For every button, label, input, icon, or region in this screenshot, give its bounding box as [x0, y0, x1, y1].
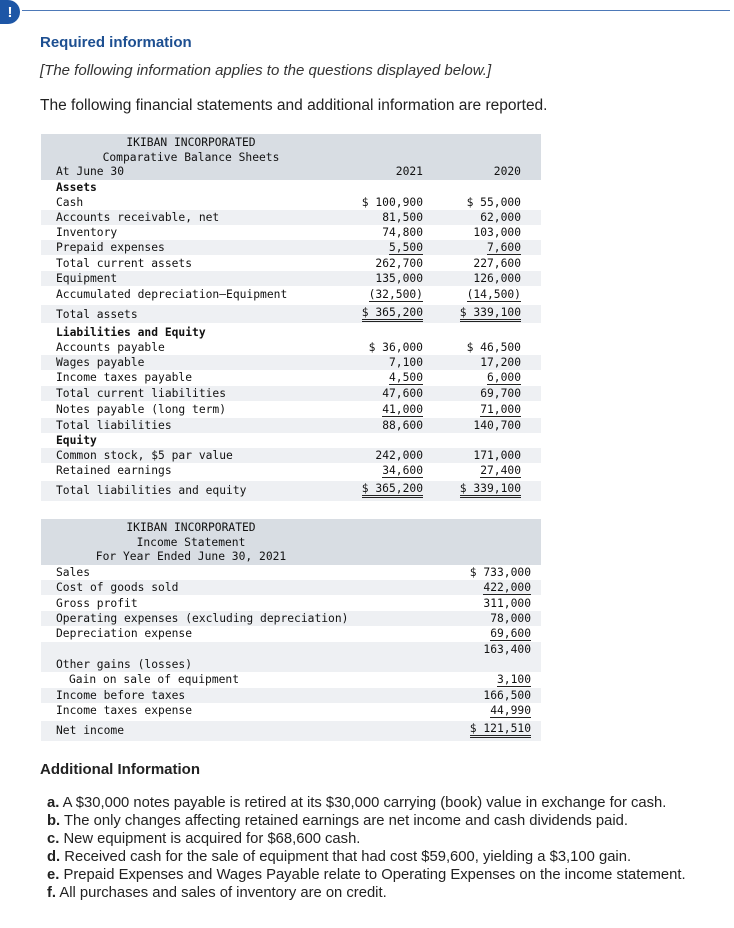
table-row: [41, 580, 541, 595]
item-text: A $30,000 notes payable is retired at its $30,000 carrying (book) value in exchange for cash.: [62, 795, 667, 811]
value-2021: 5,500: [388, 241, 423, 254]
value-2021: 41,000: [382, 403, 423, 416]
value-2021: 47,600: [382, 387, 423, 400]
income-statement-period: For Year Ended June 30, 2021: [95, 550, 287, 563]
balance-sheet-period: At June 30: [56, 165, 125, 178]
row-label: Income taxes expense: [56, 704, 193, 717]
value-2021: (32,500): [368, 288, 423, 301]
value-2020: $ 46,500: [466, 341, 521, 354]
value-2020: 140,700: [473, 419, 521, 432]
list-item: [47, 831, 686, 849]
additional-information-list: [47, 795, 686, 903]
row-label: Common stock, $5 par value: [56, 449, 233, 462]
row-label: Gain on sale of equipment: [69, 673, 240, 686]
value-2021: $ 365,200: [362, 306, 423, 322]
row-label: Inventory: [56, 226, 118, 239]
value-2020: 7,600: [486, 241, 521, 254]
value-2020: 71,000: [480, 403, 521, 416]
table-row: [41, 386, 541, 401]
table-row: [41, 642, 541, 657]
table-row: [41, 305, 541, 323]
value-2020: (14,500): [466, 288, 521, 301]
row-value: 69,600: [490, 627, 531, 640]
row-label: Cash: [56, 196, 84, 209]
balance-sheet: [41, 134, 541, 504]
value-2020: 17,200: [480, 356, 521, 369]
liabilities-heading: Liabilities and Equity: [56, 326, 206, 339]
list-item: [47, 867, 686, 885]
row-value: 163,400: [483, 643, 531, 656]
row-value: 166,500: [483, 689, 531, 702]
row-label: Prepaid expenses: [56, 241, 165, 254]
assets-heading-row: [41, 180, 541, 195]
balance-sheet-title: Comparative Balance Sheets: [102, 151, 280, 164]
item-text: The only changes affecting retained earnings are net income and cash dividends paid.: [64, 813, 629, 829]
equity-heading: Equity: [56, 434, 97, 447]
value-2020: $ 339,100: [460, 482, 521, 498]
item-text: Received cash for the sale of equipment that had cost $59,600, yielding a $3,100 gain.: [64, 849, 632, 865]
value-2020: 171,000: [473, 449, 521, 462]
row-value: $ 733,000: [469, 566, 531, 579]
value-2021: 4,500: [388, 371, 423, 384]
row-label: Retained earnings: [56, 464, 172, 477]
list-item: [47, 795, 686, 813]
row-value: 422,000: [483, 581, 531, 594]
row-label: Total assets: [56, 308, 138, 321]
table-row: [41, 240, 541, 255]
list-item: [47, 813, 686, 831]
table-row: [41, 565, 541, 580]
table-row: [41, 355, 541, 370]
row-label: Notes payable (long term): [56, 403, 227, 416]
value-2021: 135,000: [375, 272, 423, 285]
row-label: Operating expenses (excluding depreciation): [56, 612, 349, 625]
row-label: Cost of goods sold: [56, 581, 179, 594]
row-label: Accounts payable: [56, 341, 165, 354]
table-row: [41, 340, 541, 355]
list-item: [47, 885, 686, 903]
income-statement-company: IKIBAN INCORPORATED: [126, 521, 256, 534]
row-label: Total liabilities and equity: [56, 484, 247, 497]
table-row: [41, 402, 541, 417]
item-letter: d.: [47, 849, 61, 865]
table-row: [41, 596, 541, 611]
row-label: Income taxes payable: [56, 371, 193, 384]
table-row: [41, 626, 541, 641]
table-row: [41, 657, 541, 672]
assets-heading: Assets: [56, 181, 97, 194]
row-value: 311,000: [483, 597, 531, 610]
row-label: Total current assets: [56, 257, 193, 270]
row-label: Equipment: [56, 272, 118, 285]
row-value: 44,990: [490, 704, 531, 717]
additional-information-title: Additional Information: [40, 761, 200, 778]
value-2021: $ 100,900: [361, 196, 423, 209]
table-row: [41, 688, 541, 703]
table-row: [41, 703, 541, 718]
income-statement: [41, 519, 541, 744]
balance-sheet-company: IKIBAN INCORPORATED: [126, 136, 256, 149]
table-row: [41, 448, 541, 463]
item-letter: e.: [47, 867, 60, 883]
value-2021: 242,000: [375, 449, 423, 462]
row-label: Other gains (losses): [56, 658, 193, 671]
income-statement-header: [41, 519, 541, 565]
row-label: Net income: [56, 724, 125, 737]
value-2020: 27,400: [480, 464, 521, 477]
required-information-title: Required information: [40, 34, 192, 51]
table-row: [41, 370, 541, 385]
row-value: 78,000: [490, 612, 531, 625]
value-2021: $ 36,000: [368, 341, 423, 354]
value-2020: 62,000: [480, 211, 521, 224]
table-row: [41, 721, 541, 741]
item-letter: c.: [47, 831, 60, 847]
row-label: Total liabilities: [56, 419, 172, 432]
row-value: $ 121,510: [470, 722, 531, 738]
value-2020: $ 339,100: [460, 306, 521, 322]
value-2021: 34,600: [382, 464, 423, 477]
value-2021: 262,700: [375, 257, 423, 270]
row-label: Total current liabilities: [56, 387, 227, 400]
value-2020: $ 55,000: [466, 196, 521, 209]
table-row: [41, 672, 541, 687]
top-divider: [22, 10, 730, 11]
liabilities-heading-row: [41, 325, 541, 340]
table-row: [41, 256, 541, 271]
col-2021-header: 2021: [395, 165, 423, 178]
item-text: Prepaid Expenses and Wages Payable relate to Operating Expenses on the income statement.: [63, 867, 686, 883]
table-row: [41, 418, 541, 433]
row-label: Income before taxes: [56, 689, 186, 702]
table-row: [41, 287, 541, 302]
table-row: [41, 225, 541, 240]
col-2020-header: 2020: [493, 165, 521, 178]
row-value: 3,100: [496, 673, 531, 686]
row-label: Accumulated depreciation—Equipment: [56, 288, 288, 301]
income-statement-title: Income Statement: [136, 536, 246, 549]
intro-text: The following financial statements and additional information are reported.: [40, 97, 548, 114]
value-2021: 7,100: [388, 356, 423, 369]
value-2021: $ 365,200: [362, 482, 423, 498]
item-letter: f.: [47, 885, 57, 901]
row-label: Wages payable: [56, 356, 145, 369]
balance-sheet-header: [41, 134, 541, 180]
value-2020: 6,000: [486, 371, 521, 384]
value-2021: 81,500: [382, 211, 423, 224]
item-text: New equipment is acquired for $68,600 cash.: [63, 831, 361, 847]
value-2021: 74,800: [382, 226, 423, 239]
item-letter: b.: [47, 813, 61, 829]
table-row: [41, 210, 541, 225]
value-2021: 88,600: [382, 419, 423, 432]
value-2020: 103,000: [473, 226, 521, 239]
table-row: [41, 611, 541, 626]
item-letter: a.: [47, 795, 60, 811]
row-label: Accounts receivable, net: [56, 211, 220, 224]
item-text: All purchases and sales of inventory are on credit.: [59, 885, 387, 901]
required-information-subtitle: [The following information applies to the questions displayed below.]: [40, 62, 492, 79]
value-2020: 126,000: [473, 272, 521, 285]
table-row: [41, 463, 541, 478]
value-2020: 227,600: [473, 257, 521, 270]
table-row: [41, 271, 541, 286]
equity-heading-row: [41, 433, 541, 448]
row-label: Depreciation expense: [56, 627, 193, 640]
row-label: Sales: [56, 566, 91, 579]
value-2020: 69,700: [480, 387, 521, 400]
row-label: Gross profit: [56, 597, 138, 610]
list-item: [47, 849, 686, 867]
table-row: [41, 195, 541, 210]
table-row: [41, 481, 541, 501]
alert-icon: !: [0, 0, 20, 24]
